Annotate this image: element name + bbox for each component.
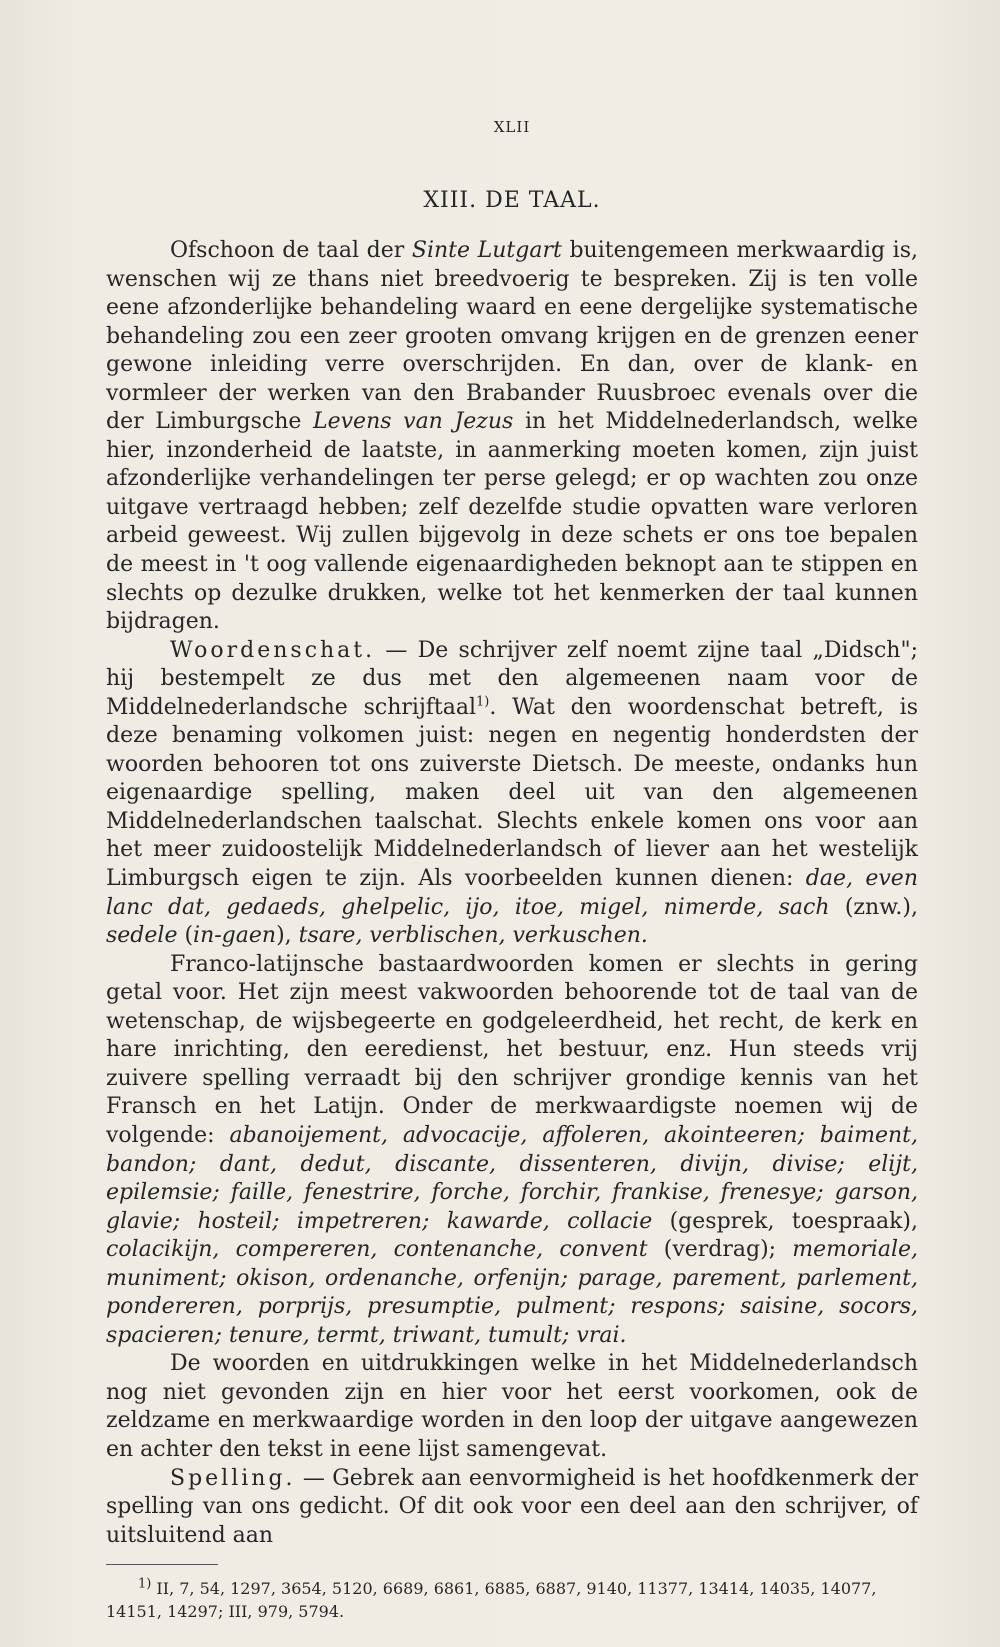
paragraph-woordenschat: Woordenschat. — De schrijver zelf noemt zijne taal „Didsch"; hij bestempelt ze dus met den algemeenen naam voor de Middelnederlandsche schrijftaal$^{1)}$. Wat den woordenschat betreft, is deze benaming volkomen juist: negen en negentig honderdsten der woorden behooren tot ons zuiverste Dietsch. De meeste, ondanks hun eigenaardige spelling, maken deel uit van den algemeenen Middelnederlandschen taalschat. Slechts enkele komen ons voor aan het meer zuidoostelijk Middelnederlandsch of liever aan het westelijk Limburgsch eigen te zijn. Als voorbeelden kunnen dienen: dae, even lanc dat, gedaeds, ghelpelic, ijo, itoe, migel, nimerde, sach (znw.), sedele (in-gaen), tsare, verblischen, verkuschen. bbox=[106, 637, 918, 949]
body-text bbox=[106, 237, 918, 1550]
footnote: $^{1)}$ II, 7, 54, 1297, 3654, 5120, 6689, 6861, 6885, 6887, 9140, 11377, 13414, 14035, 14077, 14151, 14297; III, 979, 5794. bbox=[106, 1576, 877, 1622]
title-levens-van-jezus: Levens van Jezus bbox=[313, 409, 514, 435]
heading-spelling: Spelling. bbox=[170, 1465, 296, 1491]
footnote-divider bbox=[106, 1564, 218, 1565]
footnote-marker: 1) bbox=[138, 1576, 152, 1592]
paragraph-nieuwe-woorden: De woorden en uitdrukkingen welke in het Middelnederlandsch nog niet gevonden zijn en hier voor het eerst voorkomen, ook de zeldzame en merkwaardige worden in den loop der uitgave aangewezen en achter den tekst in eene lijst samengevat. bbox=[106, 1351, 918, 1462]
footnote-reference[interactable]: 1) bbox=[476, 694, 490, 710]
page-number: XLII bbox=[493, 118, 531, 136]
title-sinte-lutgart: Sinte Lutgart bbox=[411, 238, 562, 263]
paragraph-bastaardwoorden: Franco-latijnsche bastaardwoorden komen er slechts in gering getal voor. Het zijn meest vakwoorden behoorende tot de taal van de wetenschap, de wijsbegeerte en godgeleerdheid, het recht, de kerk en hare inrichting, den eeredienst, het bestuur, enz. Hun steeds vrij zuivere spelling verraadt bij den schrijver grondige kennis van het Fransch en het Latijn. Onder de merkwaardigste noemen wij de volgende: abanoijement, advocacije, affoleren, akointeeren; baiment, bandon; dant, dedut, discante, dissenteren, divijn, divise; elijt, epilemsie; faille, fenestrire, forche, forchir, frankise, frenesye; garson, glavie; hosteil; impetreren; kawarde, collacie (gesprek, toespraak), colacikijn, compereren, contenanche, convent (verdrag); memoriale, muniment; okison, ordenanche, orfenijn; parage, parement, parlement, pondereren, porprijs, presumptie, pulment; respons; saisine, socors, spacieren; tenure, termt, triwant, tumult; vrai. bbox=[106, 951, 919, 1348]
heading-woordenschat: Woordenschat. bbox=[170, 637, 376, 663]
paragraph-spelling: Spelling. — Gebrek aan eenvormigheid is het hoofdkenmerk der spelling van ons gedicht. Of dit ook voor een deel aan den schrijver, of uitsluitend aan bbox=[106, 1465, 918, 1548]
section-title: XIII. DE TAAL. bbox=[423, 188, 601, 213]
paragraph-intro: Ofschoon de taal der Sinte Lutgart buitengemeen merkwaardig is, wenschen wij ze thans niet breedvoerig te bespreken. Zij is ten volle eene afzonderlijke behandeling waard en eene dergelijke systematische behandeling zou een zeer grooten omvang krijgen en de grenzen eener gewone inleiding verre overschrijden. En dan, over de klank- en vormleer der werken van den Brabander Ruusbroec evenals over die der Limburgsche Levens van Jezus in het Middelnederlandsch, welke hier, inzonderheid de laatste, in aanmerking moeten komen, zijn juist afzonderlijke verhandelingen ter perse gelegd; er op wachten zou onze uitgave vertraagd hebben; zelf dezelfde studie opvatten ware verloren arbeid geweest. Wij zullen bijgevolg in deze schets er ons toe bepalen de meest in 't oog vallende eigenaardigheden beknopt aan te stippen en slechts op dezulke drukken, welke tot het kenmerken der taal kunnen bijdragen. bbox=[106, 238, 919, 635]
